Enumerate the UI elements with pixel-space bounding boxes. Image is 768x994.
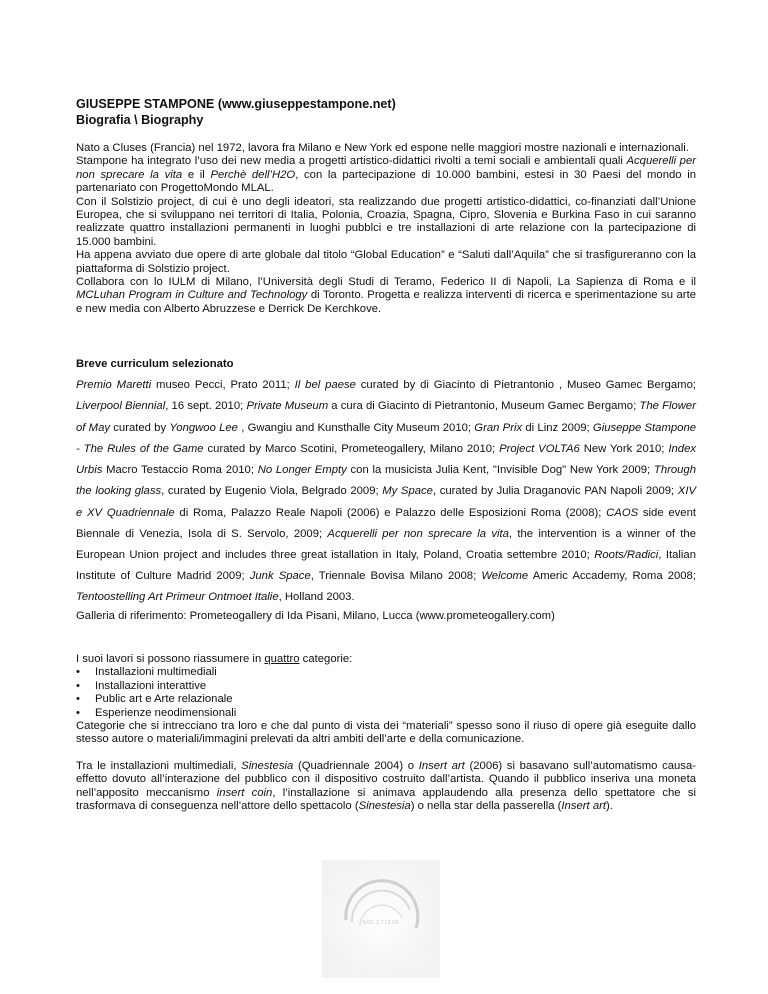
exhibition-title: Il bel paese [294, 379, 356, 392]
exhibition-title: My Space [382, 485, 433, 498]
curriculum-segment: , 16 sept. 2010; [165, 400, 247, 413]
curriculum-segment: , Triennale Bovisa Milano 2008; [310, 570, 482, 583]
curriculum-segment: museo Pecci, Prato 2011; [151, 379, 295, 392]
curriculum-segment: side event Biennale di Venezia, Isola di S. Servolo, 2009; [76, 506, 696, 540]
curriculum-heading: Breve curriculum selezionato [76, 358, 234, 371]
categories-intro: I suoi lavori si possono riassumere in quattro categorie: [76, 652, 353, 665]
list-item: • Installazioni multimediali [76, 666, 696, 679]
bio-paragraph-1: Nato a Cluses (Francia) nel 1972, lavora fra Milano e New York ed espone nelle maggiori mostre nazionali e internazionali. [76, 142, 689, 154]
bio-paragraph-5: Collabora con lo IULM di Milano, l’Università degli Studi di Teramo, Federico II di Napoli, La Sapienza di Roma e il MCLuhan Program in Culture and Technology di Toronto. Progetta e realizza interventi di ricerca e sperimentazione su arte e new media con Alberto Abruzzese e Derrick De Kerchkove. [76, 276, 696, 315]
curriculum-segment: di Roma, Palazzo Reale Napoli (2006) e Palazzo delle Esposizioni Roma (2008); [174, 506, 607, 519]
exhibition-title: Premio Maretti [76, 379, 152, 392]
curriculum-segment: curated by di Giacinto di Pietrantonio , Museo Gamec Bergamo; [355, 379, 696, 392]
curriculum-segment: , Italian Institute of Culture Madrid 2009; [76, 548, 696, 583]
exhibition-title: Acquerelli per non sprecare la vita [327, 527, 509, 540]
swirl-logo-icon [322, 860, 440, 978]
curriculum-segment: New York 2010; [579, 442, 669, 455]
curriculum-segment: Macro Testaccio Roma 2010; [102, 464, 258, 477]
categories-description: Categorie che si intrecciano tra loro e che dal punto di vista dei “materiali” spesso sono il riuso di opere già eseguite dallo stesso autore o materiali/immagini prelevati da altri ambiti dell’arte e della comunicazione. [76, 719, 696, 746]
curriculum-segment: Americ Accademy, Roma 2008; [528, 570, 696, 583]
exhibition-title: Liverpool Biennial [76, 400, 166, 413]
exhibition-title: Index Urbis [76, 442, 696, 477]
exhibition-title: Junk Space [249, 570, 311, 583]
page-subtitle: Biografia \ Biography [76, 113, 204, 127]
list-item: • Esperienze neodimensionali [76, 707, 696, 720]
exhibition-title: Gran Prix [474, 421, 523, 434]
curriculum-segment: , the intervention is a winner of the European Union project and includes three great istallation in Italy, Poland, Croatia settembre 2010; [76, 527, 696, 561]
exhibition-title: Project VOLTA6 [499, 442, 580, 455]
list-item: • Public art e Arte relazionale [76, 693, 696, 706]
curriculum-segment: , Holland 2003. [278, 591, 355, 604]
curriculum-segment: , curated by Eugenio Viola, Belgrado 2009; [161, 485, 383, 498]
curriculum-segment: con la musicista Julia Kent, "Invisible Dog" New York 2009; [346, 464, 654, 477]
curriculum-segment: , curated by Julia Draganovic PAN Napoli 2009; [432, 485, 678, 498]
exhibition-title: CAOS [606, 506, 639, 519]
curriculum-segment: curated by [110, 421, 170, 434]
curriculum-segment: a cura di Giacinto di Pietrantonio, Museum Gamec Bergamo; [328, 400, 640, 413]
logo-text: SOLSTIZIO [362, 920, 400, 926]
page-title: GIUSEPPE STAMPONE (www.giuseppestampone.net) [76, 97, 396, 111]
gallery-reference: Galleria di riferimento: Prometeogallery di Ida Pisani, Milano, Lucca (www.prometeogallery.com) [76, 609, 555, 622]
exhibition-title: Yongwoo Lee [169, 421, 238, 434]
curriculum-segment: di Linz 2009; [522, 421, 593, 434]
exhibition-title: Welcome [481, 570, 529, 583]
installations-paragraph: Tra le installazioni multimediali, Sinestesia (Quadriennale 2004) o Insert art (2006) si basavano sull’automatismo causa-effetto dovuto all’interazione del pubblico con il dispositivo costruito dall’artista. Quando il pubblico inseriva una moneta nell’apposito meccanismo insert coin, l’installazione si animava applaudendo alla presenza dello spettatore che si trasformava di conseguenza nell’attore dello spettacolo (Sinestesia) o nella star della passerella (Insert art). [76, 759, 696, 812]
exhibition-title: Through the looking glass [76, 464, 696, 498]
curriculum-segment: , Gwangiu and Kunsthalle City Museum 2010; [237, 421, 475, 434]
list-item: • Installazioni interattive [76, 680, 696, 693]
exhibition-title: No Longer Empty [257, 464, 347, 477]
exhibition-title: Private Museum [246, 400, 329, 413]
exhibition-title: The Flower of May [76, 400, 696, 434]
document-page [76, 96, 696, 813]
exhibition-title: XIV e XV Quadriennale [76, 485, 696, 519]
curriculum-text [76, 375, 696, 608]
curriculum-segment: curated by Marco Scotini, Prometeogallery, Milano 2010; [203, 442, 500, 455]
exhibition-title: Tentoostelling Art Primeur Ontmoet Italie [76, 591, 279, 604]
exhibition-title: Roots/Radici [594, 548, 659, 561]
bio-paragraph-2: Stampone ha integrato l’uso dei new media a progetti artistico-didattici rivolti a temi sociali e ambientali quali Acquerelli per non sprecare la vita e il Perchè dell’H2O, con la partecipazione di 10.000 bambini, estesi in 30 Paesi del mondo in partenariato con ProgettoMondo MLAL. [76, 155, 697, 195]
categories-list [76, 666, 696, 720]
bio-paragraph-3: Con il Solstizio project, di cui è uno degli ideatori, sta realizzando due progetti artistico-didattici, co-finanziati dall’Unione Europea, che si sviluppano nei territori di Italia, Polonia, Croazia, Spagna, Cipro, Slovenia e Burkina Faso in cui saranno realizzate quattro installazioni permanenti in luoghi pubblci e tre installazioni di arte relazione con la partecipazione di 15.000 bambini. [76, 195, 696, 248]
bio-paragraph-4: Ha appena avviato due opere di arte globale dal titolo “Global Education” e “Saluti dall’Aquila” che si trasfigureranno con la piattaforma di Solstizio project. [76, 249, 696, 275]
exhibition-title: Giuseppe Stampone - The Rules of the Game [76, 421, 697, 455]
